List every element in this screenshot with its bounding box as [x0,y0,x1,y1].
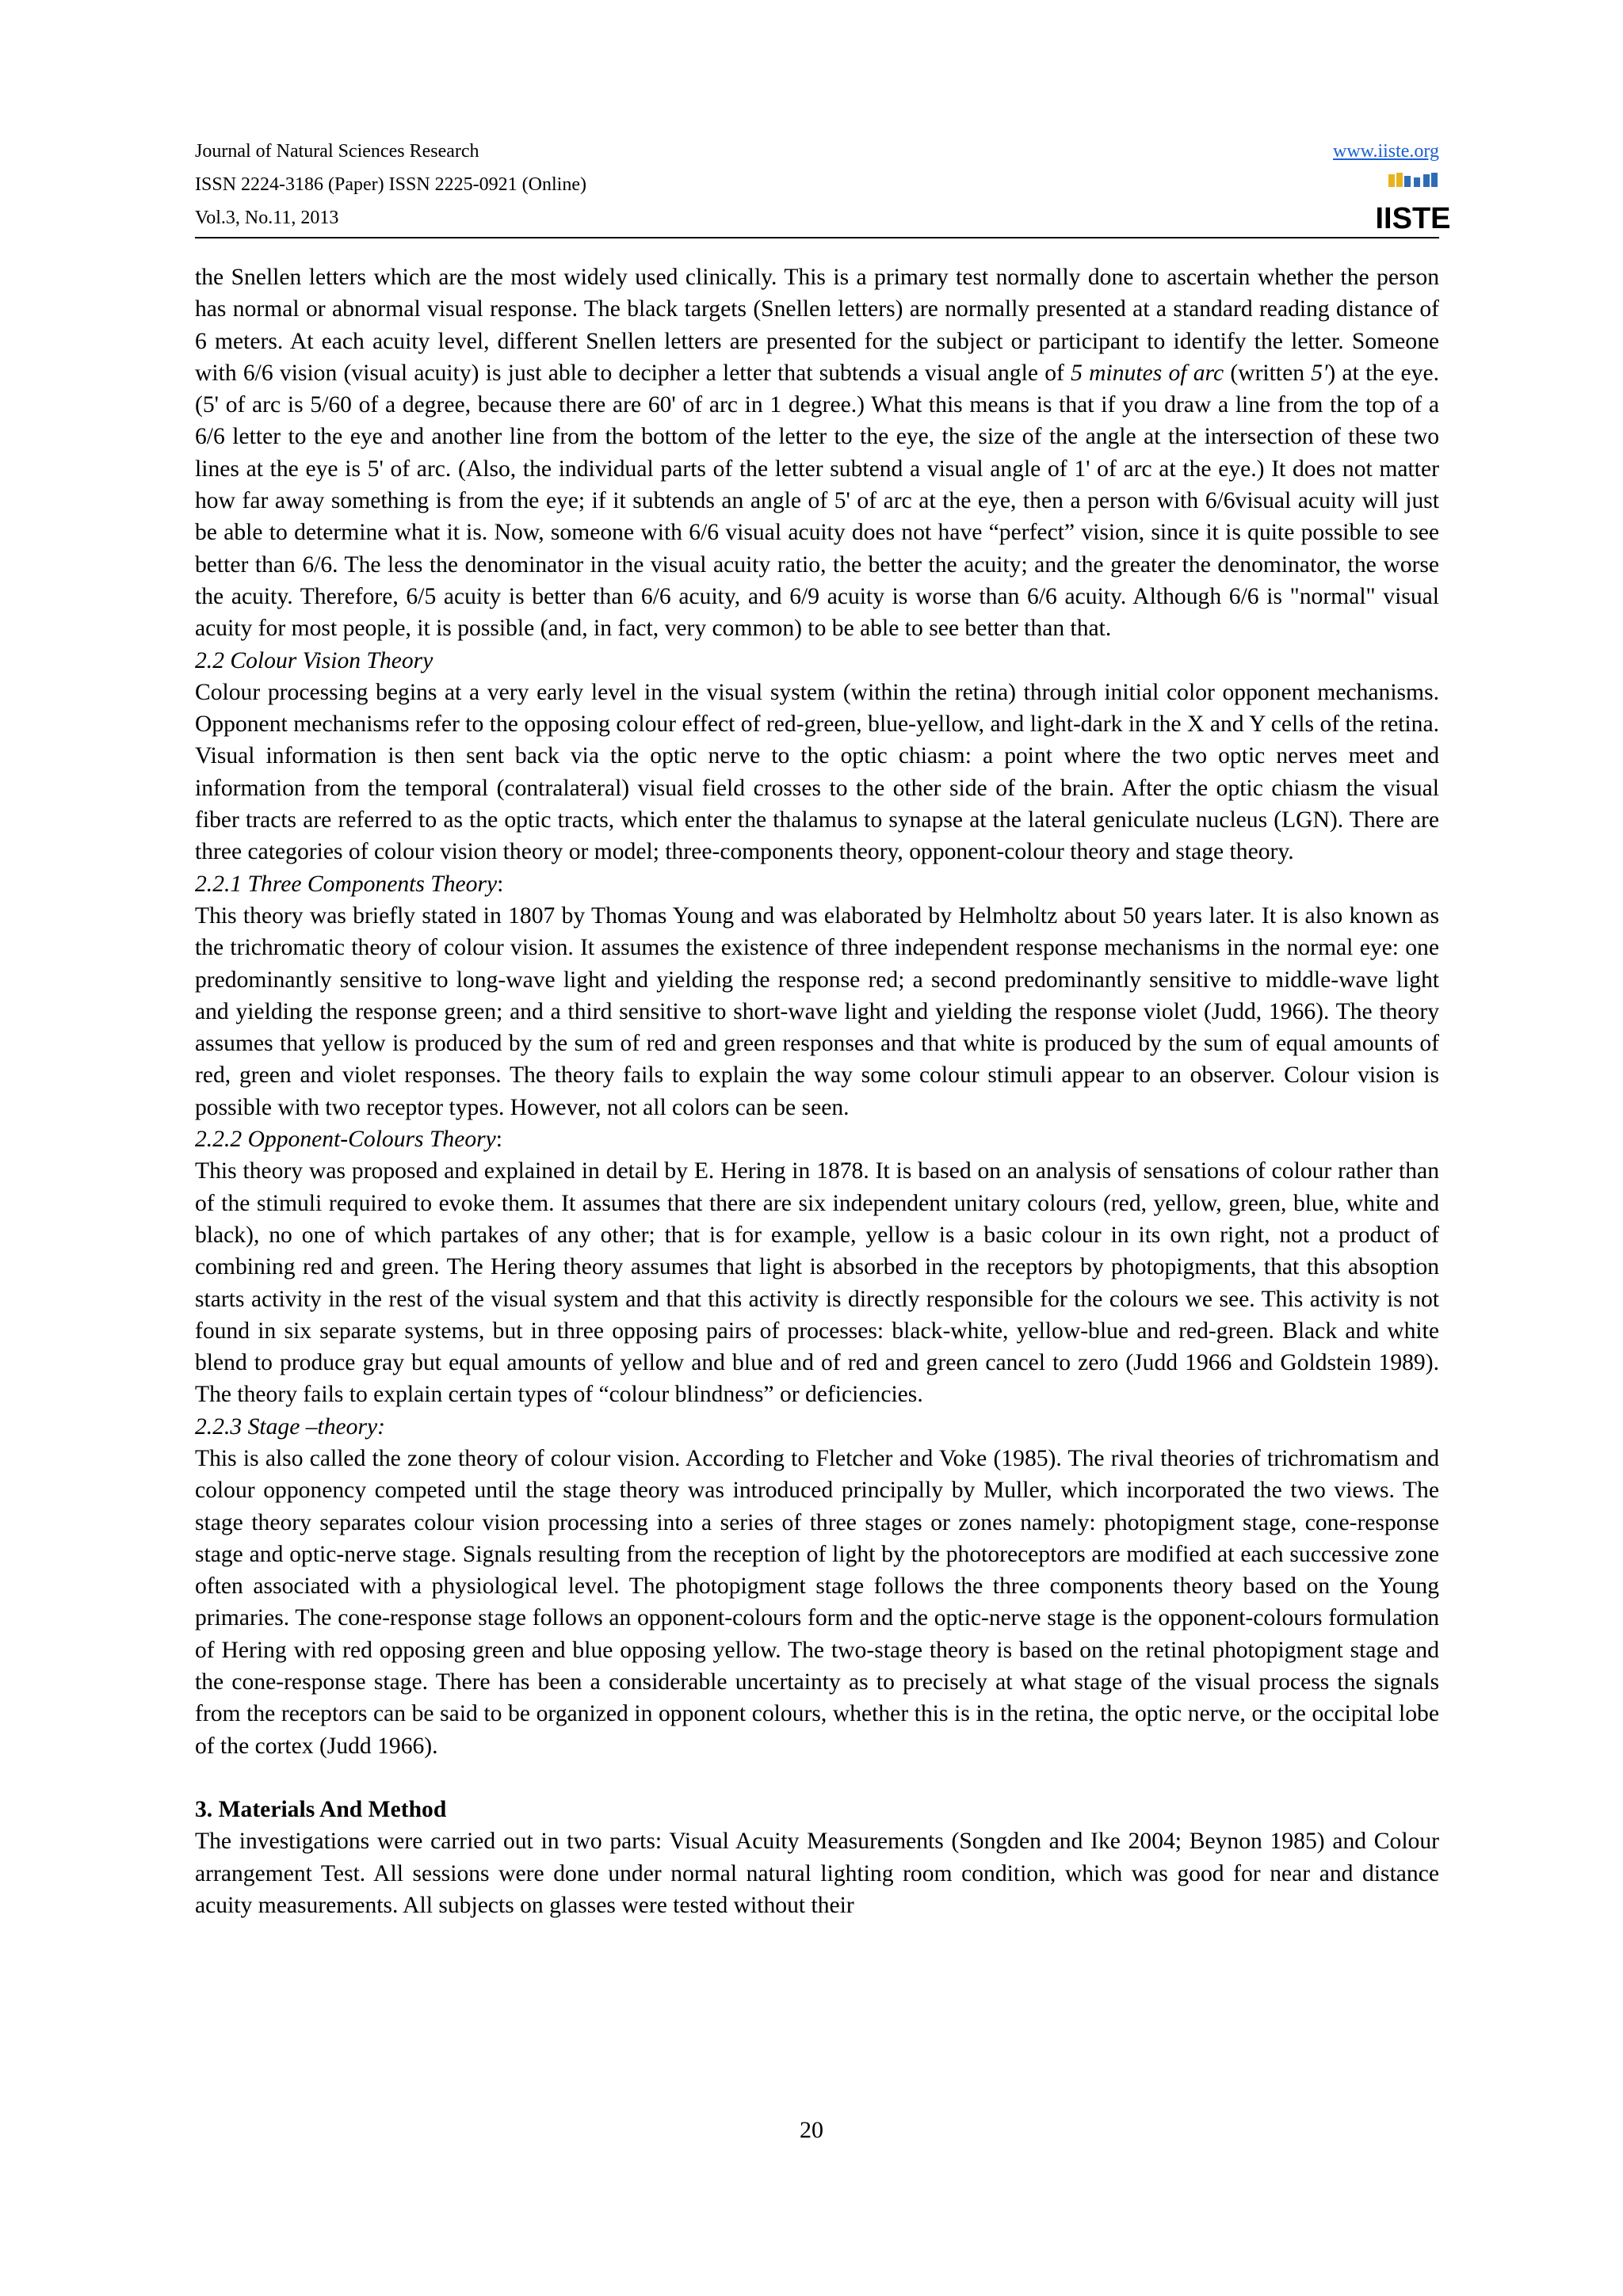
issn-line: ISSN 2224-3186 (Paper) ISSN 2225-0921 (Online) [195,174,586,195]
paragraph: Colour processing begins at a very early level in the visual system (within the retina) through initial color opponent mechanisms. Opponent mechanisms refer to the opposing colour effect of red-green, blue-yellow, and light-dark in the X and Y cells of the retina. Visual information is then sent back via the optic nerve to the optic chiasm: a point where the two optic nerves meet and information from the temporal (contralateral) visual field crosses to the other side of the brain. After the optic chiasm the visual fiber tracts are referred to as the optic tracts, which enter the thalamus to synapse at the lateral geniculate nucleus (LGN). There are three categories of colour vision theory or model; three-components theory, opponent-colour theory and stage theory. [195,679,1439,865]
section-heading-2-2-2: 2.2.2 Opponent-Colours Theory: [195,1127,503,1153]
paragraph: The investigations were carried out in two parts: Visual Acuity Measurements (Songden and Ike 2004; Beynon 1985) and Colour arrangement Test. All sessions were done under normal natural lighting room condition, which was good for near and distance acuity measurements. All subjects on glasses were tested without their [195,1829,1439,1918]
section-heading-2-2-1: 2.2.1 Three Components Theory: [195,871,504,897]
paragraph: This theory was briefly stated in 1807 by Thomas Young and was elaborated by Helmholtz about 50 years later. It is also known as the trichromatic theory of colour vision. It assumes the existence of three independent response mechanisms in the normal eye: one predominantly sensitive to long-wave light and yielding the response red; a second predominantly sensitive to middle-wave light and yielding the response green; and a third sensitive to short-wave light and yielding the response violet (Judd, 1966). The theory assumes that yellow is produced by the sum of red and green responses and that white is produced by the sum of equal amounts of red, green and violet responses. The theory fails to explain the way some colour stimuli appear to an observer. Colour vision is possible with two receptor types. However, not all colors can be seen. [195,902,1439,1120]
section-heading-2-2-3: 2.2.3 Stage –theory: [195,1413,385,1440]
section-heading-2-2: 2.2 Colour Vision Theory [195,647,433,673]
paragraph: This is also called the zone theory of colour vision. According to Fletcher and Voke (1985). The rival theories of trichromatism and colour opponency competed until the stage theory was introduced principally by Muller, which incorporated the two views. The stage theory separates colour vision processing into a series of three stages or zones namely: photopigment stage, cone-response stage and optic-nerve stage. Signals resulting from the reception of light by the photoreceptors are modified at each successive zone often associated with a physiological level. The photopigment stage follows the three components theory based on the Young primaries. The cone-response stage follows an opponent-colours form and the optic-nerve stage is the opponent-colours formulation of Hering with red opposing green and blue opposing yellow. The two-stage theory is based on the retinal photopigment stage and the cone-response stage. There has been a considerable uncertainty as to precisely at what stage of the visual process the signals from the receptors can be said to be organized in opponent colours, whether this is in the retina, the optic nerve, or the occipital lobe of the cortex (Judd 1966). [195,1445,1439,1759]
page-header [195,135,1451,238]
iiste-logo-icon [1375,171,1451,235]
section-heading-3: 3. Materials And Method [195,1796,447,1822]
website-link[interactable]: www.iiste.org [1333,141,1439,162]
article-body [195,261,1439,1921]
paragraph: This theory was proposed and explained in detail by E. Hering in 1878. It is based on an analysis of sensations of colour rather than of the stimuli required to evoke them. It assumes that there are six independent unitary colours (red, yellow, green, blue, white and black), no one of which partakes of any other; that is for example, yellow is a basic colour in its own right, not a product of combining red and green. The Hering theory assumes that light is absorbed in the receptors by photopigments, that this absoption starts activity in the rest of the visual system and that this activity is directly responsible for the colours we see. This activity is not found in six separate systems, but in three opposing pairs of processes: black-white, yellow-blue and red-green. Black and white blend to produce gray but equal amounts of yellow and blue and of red and green cancel to zero (Judd 1966 and Goldstein 1989). The theory fails to explain certain types of “colour blindness” or deficiencies. [195,1158,1439,1408]
page-number: 20 [800,2117,823,2143]
journal-name: Journal of Natural Sciences Research [195,141,479,162]
svg-text:IISTE: IISTE [1375,202,1451,235]
volume-line: Vol.3, No.11, 2013 [195,208,339,228]
paragraph: the Snellen letters which are the most widely used clinically. This is a primary test normally done to ascertain whether the person has normal or abnormal visual response. The black targets (Snellen letters) are normally presented at a standard reading distance of 6 meters. At each acuity level, different Snellen letters are presented for the subject or participant to identify the letter. Someone with 6/6 vision (visual acuity) is just able to decipher a letter that subtends a visual angle of 5 minutes of arc (written 5') at the eye. (5' of arc is 5/60 of a degree, because there are 60' of arc in 1 degree.) What this means is that if you draw a line from the top of a 6/6 letter to the eye and another line from the bottom of the letter to the eye, the size of the angle at the intersection of these two lines at the eye is 5' of arc. (Also, the individual parts of the letter subtend a visual angle of 1' of arc at the eye.) It does not matter how far away something is from the eye; if it subtends an angle of 5' of arc at the eye, then a person with 6/6visual acuity will just be able to determine what it is. Now, someone with 6/6 visual acuity does not have “perfect” vision, since it is quite possible to see better than 6/6. The less the denominator in the visual acuity ratio, the better the acuity; and the greater the denominator, the worse the acuity. Therefore, 6/5 acuity is better than 6/6 acuity, and 6/9 acuity is worse than 6/6 acuity. Although 6/6 is "normal" visual acuity for most people, it is possible (and, in fact, very common) to be able to see better than that. [195,265,1440,642]
header-rule [195,237,1439,238]
